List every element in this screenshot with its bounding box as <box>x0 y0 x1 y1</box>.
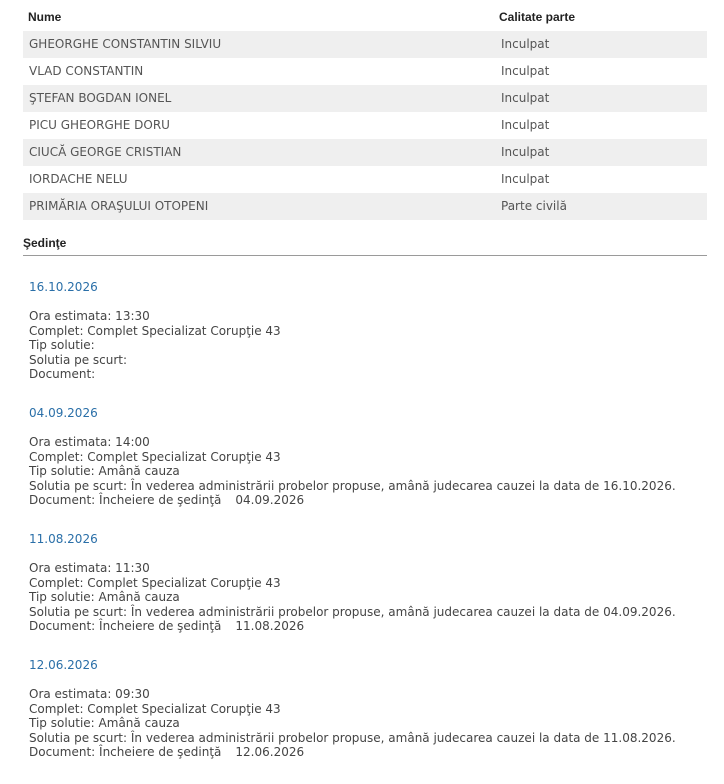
hearing-summary: Solutia pe scurt: În vederea administrării probelor propuse, amână judecarea cauzei la data de 16.10.2026. <box>29 478 676 493</box>
hearing-summary: Solutia pe scurt: În vederea administrării probelor propuse, amână judecarea cauzei la data de 04.09.2026. <box>29 604 676 619</box>
hearing-date: 04.09.2026 <box>29 406 98 420</box>
party-role: Inculpat <box>501 64 550 78</box>
hearing-panel: Complet: Complet Specializat Corupţie 43 <box>29 575 281 590</box>
hearing-date: 16.10.2026 <box>29 280 98 294</box>
hearings-list <box>29 280 719 784</box>
column-header-name: Nume <box>28 10 62 24</box>
party-name: GHEORGHE CONSTANTIN SILVIU <box>29 37 222 51</box>
party-row <box>23 193 707 220</box>
document-label: Document: Încheiere de şedinţă <box>29 493 222 507</box>
party-name: PICU GHEORGHE DORU <box>29 118 170 132</box>
party-role: Inculpat <box>501 118 550 132</box>
document-date: 12.06.2026 <box>235 745 305 759</box>
party-name: CIUCĂ GEORGE CRISTIAN <box>29 145 182 159</box>
hearing-summary: Solutia pe scurt: În vederea administrării probelor propuse, amână judecarea cauzei la data de 11.08.2026. <box>29 730 676 745</box>
hearing-entry <box>29 658 719 784</box>
party-name: PRIMĂRIA ORAŞULUI OTOPENI <box>29 199 209 213</box>
document-date: 04.09.2026 <box>235 493 305 507</box>
document-label: Document: <box>29 367 96 381</box>
party-row <box>23 139 707 166</box>
hearing-solution-type: Tip solutie: <box>29 338 95 352</box>
party-role: Inculpat <box>501 172 550 186</box>
hearing-time: Ora estimata: 09:30 <box>29 687 150 701</box>
hearing-time: Ora estimata: 14:00 <box>29 435 150 449</box>
hearing-solution-type: Tip solutie: Amână cauza <box>29 464 180 478</box>
parties-table-header <box>23 0 707 31</box>
hearing-document <box>29 493 719 508</box>
hearing-solution-type: Tip solutie: Amână cauza <box>29 590 180 604</box>
hearing-panel: Complet: Complet Specializat Corupţie 43 <box>29 701 281 716</box>
hearing-summary: Solutia pe scurt: <box>29 352 128 367</box>
party-row <box>23 112 707 139</box>
party-name: IORDACHE NELU <box>29 172 128 186</box>
hearing-document <box>29 367 719 382</box>
party-row <box>23 85 707 112</box>
party-role: Inculpat <box>501 145 550 159</box>
hearing-panel: Complet: Complet Specializat Corupţie 43 <box>29 323 281 338</box>
hearing-time: Ora estimata: 13:30 <box>29 309 150 323</box>
party-row <box>23 166 707 193</box>
hearing-entry <box>29 532 719 658</box>
hearing-details <box>29 309 719 382</box>
party-row <box>23 31 707 58</box>
hearing-document <box>29 745 719 760</box>
party-role: Inculpat <box>501 91 550 105</box>
hearing-details <box>29 561 719 634</box>
hearings-section-title: Şedinţe <box>23 236 707 256</box>
party-name: VLAD CONSTANTIN <box>29 64 144 78</box>
party-name: ŞTEFAN BOGDAN IONEL <box>29 91 172 105</box>
hearing-solution-type: Tip solutie: Amână cauza <box>29 716 180 730</box>
hearing-date: 12.06.2026 <box>29 658 98 672</box>
hearing-document <box>29 619 719 634</box>
hearing-details <box>29 435 719 508</box>
hearing-entry <box>29 406 719 532</box>
hearing-date: 11.08.2026 <box>29 532 98 546</box>
party-row <box>23 58 707 85</box>
hearing-panel: Complet: Complet Specializat Corupţie 43 <box>29 449 281 464</box>
hearing-time: Ora estimata: 11:30 <box>29 561 150 575</box>
hearing-details <box>29 687 719 760</box>
parties-table <box>23 0 707 220</box>
document-date: 11.08.2026 <box>235 619 305 633</box>
hearing-entry <box>29 280 719 406</box>
document-label: Document: Încheiere de şedinţă <box>29 745 222 759</box>
column-header-role: Calitate parte <box>499 10 576 24</box>
party-role: Parte civilă <box>501 199 567 213</box>
document-label: Document: Încheiere de şedinţă <box>29 619 222 633</box>
party-role: Inculpat <box>501 37 550 51</box>
